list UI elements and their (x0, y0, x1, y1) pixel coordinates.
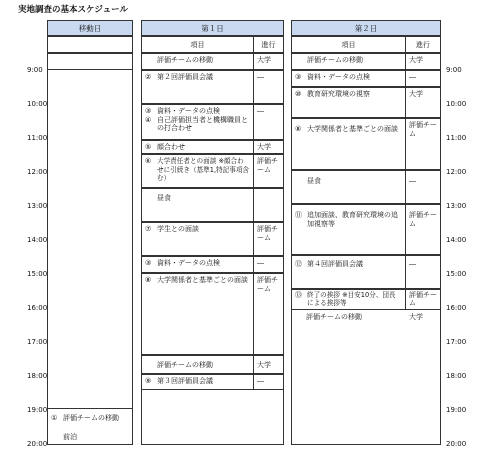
day1-item (141, 53, 254, 70)
item-text: 大学関係者と基準ごとの面談 (157, 276, 248, 284)
day1-item (141, 70, 254, 104)
item-number: ⑬ (295, 291, 302, 299)
header-day1: 第１日 (141, 20, 284, 36)
day1-item-header: 項目 (141, 36, 254, 53)
item-text: 資料・データの点検 (157, 259, 220, 267)
day1-progress: ― (253, 70, 284, 104)
day2-item (291, 255, 406, 289)
day2-item (291, 53, 406, 70)
day1-progress: 評価チーム (253, 154, 284, 188)
time-label: 12:00 (27, 168, 48, 176)
day1-item (141, 256, 254, 273)
time-label: 20:00 (27, 440, 48, 448)
day2-item (291, 170, 406, 204)
day1-item (141, 188, 254, 222)
move-day-top-empty (47, 53, 133, 70)
item-text: 資料・データの点検 (307, 73, 370, 81)
time-label: 15:00 (446, 270, 467, 278)
day1-progress: 大学 (253, 140, 284, 154)
day1-item (141, 140, 254, 154)
day1-progress: ― (253, 374, 284, 390)
day1-item (141, 154, 254, 188)
item-number: ⑧ (145, 276, 152, 284)
item-text: 評価チームの移動 (157, 361, 213, 369)
item-text: 評価チームの移動 (307, 56, 363, 64)
time-label: 18:00 (27, 372, 48, 380)
time-label: 17:00 (27, 338, 48, 346)
time-label: 18:00 (446, 372, 467, 380)
item-number: ④ (145, 115, 152, 124)
day2-item (291, 289, 406, 310)
time-label: 14:00 (446, 236, 467, 244)
item-text: 大学責任者との面談 ※顔合わせに引続き（基準1,特記事項含む） (157, 157, 250, 182)
time-label: 11:00 (446, 134, 467, 142)
item-number: ⑤ (145, 143, 152, 151)
overnight-text: 前泊 (63, 432, 77, 441)
day1-item (141, 104, 254, 140)
day2-progress: 評価チーム (405, 204, 441, 255)
time-label: 15:00 (27, 270, 48, 278)
time-label: 13:00 (446, 202, 467, 210)
item-text: 教育研究環境の視察 (307, 90, 370, 98)
header-move-day: 移動日 (47, 20, 133, 36)
day1-progress-header: 進行 (253, 36, 284, 53)
day1-progress: ― (253, 104, 284, 140)
day1-progress (253, 188, 284, 222)
item-number: ⑩ (295, 90, 302, 98)
move-day-column (47, 53, 133, 445)
item-number: ⑥ (145, 157, 152, 165)
item-text: 昼食 (157, 194, 171, 202)
item-number: ② (145, 73, 152, 81)
item-number: ③ (145, 259, 152, 267)
time-label: 10:00 (446, 100, 467, 108)
day2-progress: ― (405, 70, 441, 87)
day1-progress: ― (253, 256, 284, 273)
day2-item (291, 87, 406, 118)
day2-progress-text: 大学 (409, 313, 423, 321)
day2-progress: 大学 (405, 87, 441, 118)
page-title: 実地調査の基本スケジュール (18, 5, 128, 15)
item-text: 追加面談、教育研究環境の追加視察等 (307, 211, 398, 228)
time-label: 16:00 (27, 304, 48, 312)
time-label: 13:00 (27, 202, 48, 210)
item-text: 第４回評価員会議 (307, 260, 363, 268)
day2-item (291, 204, 406, 255)
time-label: 19:00 (446, 406, 467, 414)
day1-progress: 評価チーム (253, 222, 284, 256)
move-day-subheader (47, 36, 133, 53)
time-label: 17:00 (446, 338, 467, 346)
day1-item (141, 222, 254, 256)
day2-item-header: 項目 (291, 36, 406, 53)
time-label: 11:00 (27, 134, 48, 142)
day1-item (141, 355, 254, 374)
day2-item (291, 118, 406, 170)
item-number: ⑨ (145, 377, 152, 385)
item-text: 顔合わせ (157, 143, 185, 151)
time-label: 9:00 (27, 66, 43, 74)
item-text: 第３回評価員会議 (157, 377, 213, 385)
item-text: 学生との面談 (157, 225, 199, 233)
header-day2: 第２日 (291, 20, 441, 36)
time-label: 10:00 (27, 100, 48, 108)
time-label: 14:00 (27, 236, 48, 244)
item-number: ⑧ (295, 125, 302, 133)
day2-item-text: 評価チームの移動 (306, 313, 362, 321)
day2-progress: 評価チーム (405, 289, 441, 310)
day1-item (141, 374, 254, 390)
item-text: 昼食 (307, 177, 321, 185)
item-number: ③ (295, 73, 302, 81)
item-text: 終了の挨拶 ※目安10分、団長による挨拶等 (307, 291, 396, 307)
time-label: 9:00 (446, 66, 462, 74)
time-label: 16:00 (446, 304, 467, 312)
day1-progress: 大学 (253, 53, 284, 70)
item-text: 評価チームの移動 (157, 56, 213, 64)
item-number: ③ (145, 107, 152, 115)
item-number: ⑫ (295, 260, 302, 268)
item-number: ⑦ (145, 225, 152, 233)
day1-progress: 大学 (253, 355, 284, 374)
move-day-travel-cell (47, 408, 133, 445)
time-label: 20:00 (446, 440, 467, 448)
item-text: 大学関係者と基準ごとの面談 (307, 125, 398, 133)
time-label: 12:00 (446, 168, 467, 176)
day2-progress: 評価チーム (405, 118, 441, 170)
item-text: 第２回評価員会議 (157, 73, 213, 81)
item-text: 資料・データの点検 (157, 107, 220, 115)
day1-item (141, 273, 254, 355)
day2-progress: ― (405, 170, 441, 204)
day2-progress-header: 進行 (405, 36, 441, 53)
item-number: ① (51, 414, 58, 422)
day2-item (291, 70, 406, 87)
item-text: 評価チームの移動 (63, 414, 119, 422)
day2-progress: 大学 (405, 53, 441, 70)
time-label: 19:00 (27, 406, 48, 414)
day2-progress: ― (405, 255, 441, 289)
day1-progress: 評価チーム (253, 273, 284, 355)
item-text: 自己評価担当者と機構職員との打合わせ (157, 115, 248, 132)
item-number: ⑪ (295, 211, 302, 219)
